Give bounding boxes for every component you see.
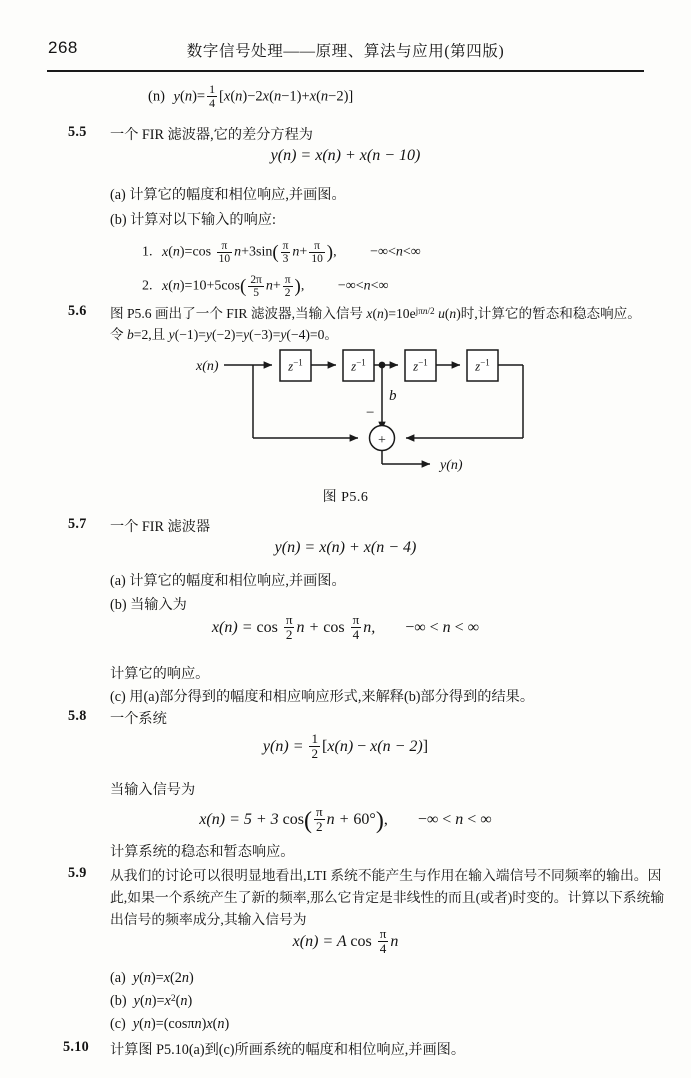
equation-5-7: y(n) = x(n) + x(n − 4) [274, 539, 417, 556]
item-text-5-7: 一个 FIR 滤波器 [110, 519, 211, 535]
item-5-8-lead-in: 当输入信号为 [110, 782, 196, 798]
delay-label-4: $z^{-1}$ [475, 357, 490, 374]
item-text-5-5: 一个 FIR 滤波器,它的差分方程为 [110, 127, 313, 143]
delay-label-3: $z^{-1}$ [413, 357, 428, 374]
item-5-9-line2: 此,如果一个系统产生了新的频率,那么它肯定是非线性的而且(或者)时变的。计算以下系统输 [110, 890, 665, 905]
item-text-5-10: 计算图 P5.10(a)到(c)所画系统的幅度和相位响应,并画图。 [110, 1042, 466, 1058]
item-5-7-part-a: (a) 计算它的幅度和相位响应,并画图。 [110, 573, 346, 589]
figure-sum-label: + [378, 433, 386, 448]
item-number-5-10: 5.10 [63, 1039, 90, 1055]
equation-5-5: y(n) = x(n) + x(n − 10) [270, 147, 421, 164]
item-5-9-line1: 从我们的讨论可以很明显地看出,LTI 系统不能产生与作用在输入端信号不同频率的输出。因 [110, 868, 662, 883]
item-5-8-tail: 计算系统的稳态和暂态响应。 [110, 844, 295, 860]
tap-dot [379, 362, 386, 369]
figure-output-label: y(n) [440, 458, 463, 473]
item-5-6-line1: 图 P5.6 画出了一个 FIR 滤波器,当输入信号 $x(n)=10e^{j\pi n/2}$ u(n)时,计算它的暂态和稳态响应。 [110, 306, 641, 321]
item-number-5-7: 5.7 [68, 516, 87, 532]
item-number-5-5: 5.5 [68, 124, 87, 140]
equation-5-9: x(n) = A cos $\frac{\pi}{4}$ n [292, 926, 399, 956]
header-divider [47, 70, 644, 72]
figure-gain-label: b [389, 388, 397, 404]
item-n-equation: (n) y(n)= $\frac{1}{4}$ [x(n)−2x(n−1)+x(n−2)] [148, 82, 354, 110]
item-5-6-line2: 令 b=2,且 y(−1)=y(−2)=y(−3)=y(−4)=0。 [110, 327, 338, 342]
item-5-9-line3: 出信号的频率成分,其输入信号为 [110, 912, 307, 927]
page-header [0, 38, 691, 68]
item-5-7-part-b: (b) 当输入为 [110, 597, 187, 613]
equation-5-8-input: x(n) = 5 + 3 cos( $\frac{\pi}{2}$ n + 60°), −∞ < n < ∞ [199, 804, 492, 834]
equation-5-8: y(n) = $\frac{1}{2}$ [x(n) − x(n − 2)] [262, 731, 429, 761]
book-title: 数字信号处理——原理、算法与应用(第四版) [186, 43, 505, 60]
figure-p5-6 [0, 345, 691, 495]
item-5-9-part-b: (b) $y(n)=x^2(n)$ [110, 992, 193, 1009]
figure-caption: 图 P5.6 [322, 490, 369, 505]
item-5-5-part-b: (b) 计算对以下输入的响应: [110, 212, 276, 228]
item-5-7-part-c: (c) 用(a)部分得到的幅度和相应响应形式,来解释(b)部分得到的结果。 [110, 689, 535, 705]
item-text-5-8: 一个系统 [110, 711, 167, 727]
item-number-5-6: 5.6 [68, 303, 87, 319]
item-5-5-sub-1: 1. x(n)=cos $\frac{\pi}{10}$ n+3sin( $\frac{\pi}{3}$ n+ $\frac{\pi}{10}$ ), −∞<n<∞ [142, 239, 421, 265]
item-5-7-after-b: 计算它的响应。 [110, 666, 210, 682]
equation-5-7-b: x(n) = cos $\frac{\pi}{2}$ n + cos $\frac{\pi}{4}$ n, −∞ < n < ∞ [211, 612, 480, 642]
delay-label-2: $z^{-1}$ [351, 357, 366, 374]
item-5-9-part-a: (a) y(n)=x(2n) [110, 970, 194, 986]
item-n-label: (n) [148, 88, 165, 105]
delay-label-1: $z^{-1}$ [288, 357, 303, 374]
figure-input-label: x(n) [196, 359, 219, 374]
item-5-9-part-c: (c) y(n)=(cosπn)x(n) [110, 1016, 230, 1032]
item-5-5-part-a: (a) 计算它的幅度和相位响应,并画图。 [110, 187, 346, 203]
item-number-5-8: 5.8 [68, 708, 87, 724]
figure-p5-6-svg [0, 345, 691, 495]
item-number-5-9: 5.9 [68, 865, 87, 881]
item-5-5-sub-2: 2. x(n)=10+5cos( $\frac{2\pi}{5}$ n+ $\frac{\pi}{2}$ ), −∞<n<∞ [142, 273, 389, 299]
page-number: 268 [48, 38, 78, 57]
figure-sign-label: − [366, 405, 375, 421]
